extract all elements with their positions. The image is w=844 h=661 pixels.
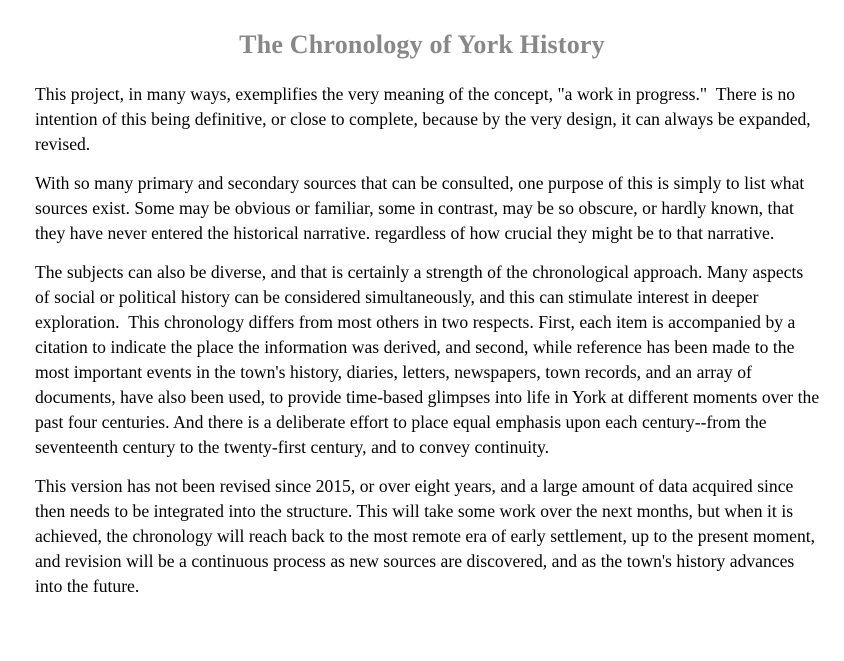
page-title: The Chronology of York History [239, 30, 605, 59]
paragraph-sources: With so many primary and secondary sources that can be consulted, one purpose of this is simply to list what sources exist. Some may be obvious or familiar, some in contrast, may be so obscure, or hardly known, that they have never entered the historical narrative. regardless of how crucial they might be to that narrative. [35, 173, 809, 244]
paragraph-revision: This version has not been revised since 2015, or over eight years, and a large amount of data acquired since then needs to be integrated into the structure. This will take some work over the next months, but when it is achieved, the chronology will reach back to the most remote era of early settlement, up to the present moment, and revision will be a continuous process as new sources are discovered, and as the town's history advances into the future. [35, 476, 820, 597]
paragraph-intro: This project, in many ways, exemplifies the very meaning of the concept, "a work in progress." There is no intention of this being definitive, or close to complete, because by the very design, it can always be expanded, revised. [35, 84, 816, 155]
paragraph-subjects: The subjects can also be diverse, and that is certainly a strength of the chronological approach. Many aspects of social or political history can be considered simultaneously, and this can stimulate interest in deeper exploration. This chronology differs from most others in two respects. First, each item is accompanied by a citation to indicate the place the information was derived, and second, while reference has been made to the most important events in the town's history, diaries, letters, newspapers, town records, and an array of documents, have also been used, to provide time-based glimpses into life in York at different moments over the past four centuries. And there is a deliberate effort to place equal emphasis upon each century--from the seventeenth century to the twenty-first century, and to convey continuity. [35, 262, 824, 458]
document-body [35, 60, 822, 599]
